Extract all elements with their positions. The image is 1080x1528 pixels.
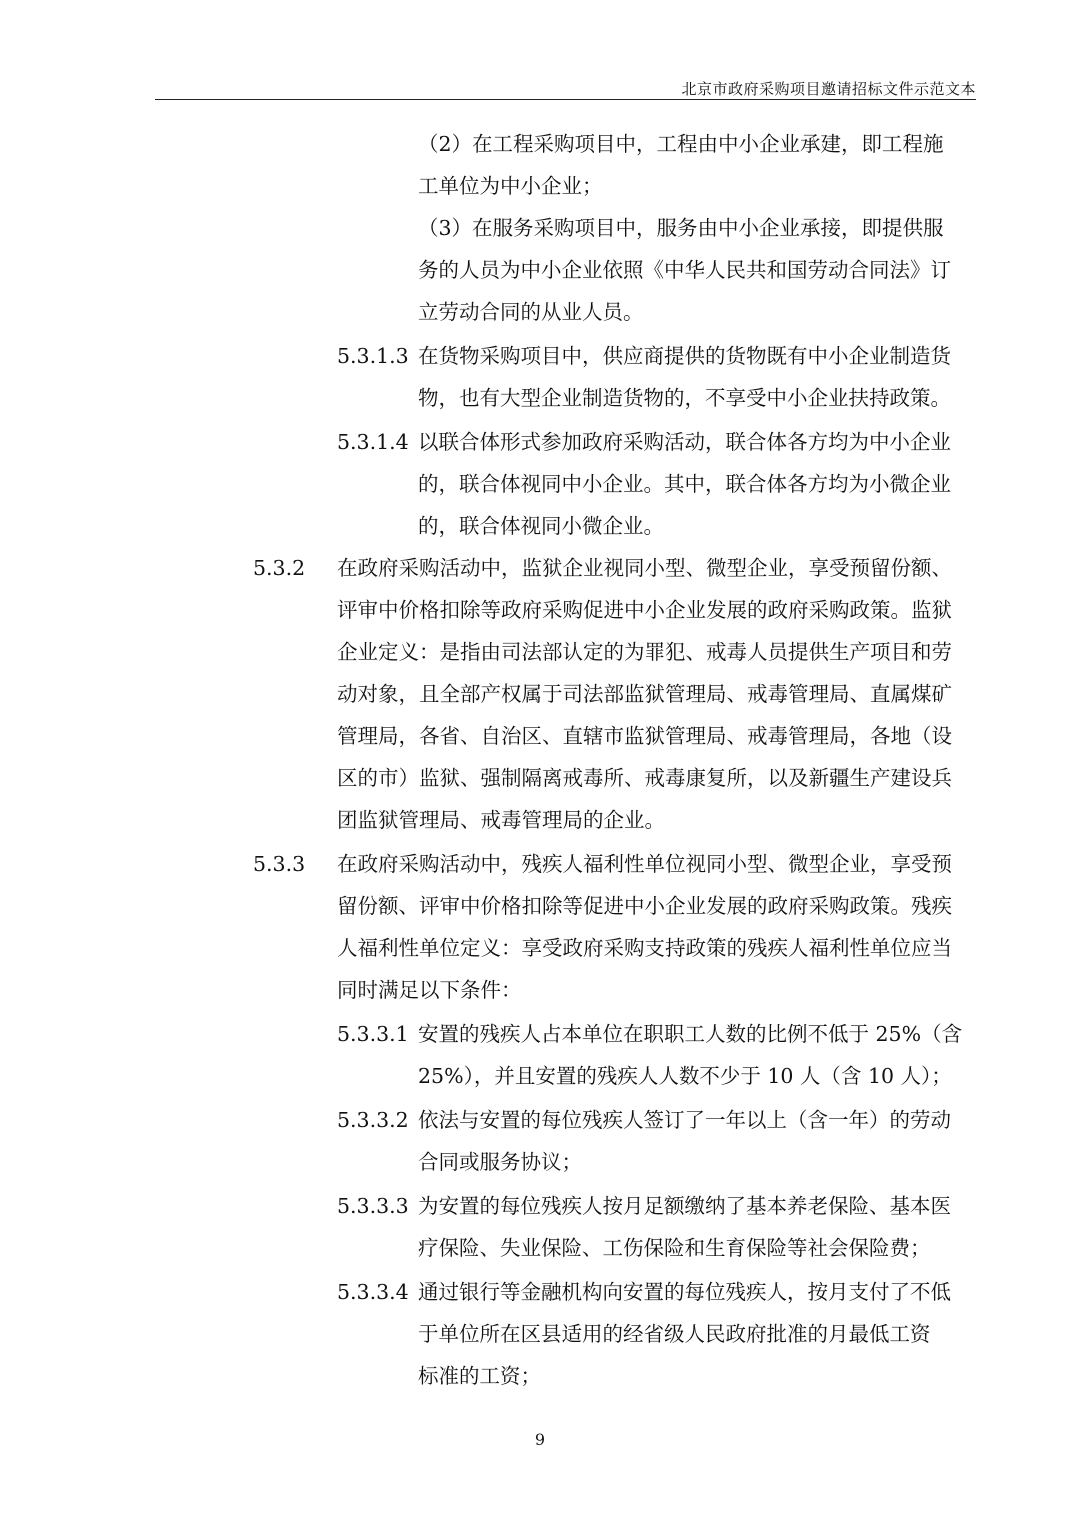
clause-number: 5.3.1.3 xyxy=(337,344,409,368)
header-rule xyxy=(155,99,976,100)
paragraph-line: 为安置的每位残疾人按月足额缴纳了基本养老保险、基本医 xyxy=(418,1194,951,1218)
clause-number: 5.3.3.4 xyxy=(337,1280,409,1304)
paragraph-line: 动对象，且全部产权属于司法部监狱管理局、戒毒管理局、直属煤矿 xyxy=(337,682,952,706)
paragraph-line: 团监狱管理局、戒毒管理局的企业。 xyxy=(337,808,665,832)
clause-number: 5.3.3.2 xyxy=(337,1108,409,1132)
paragraph-line: 务的人员为中小企业依照《中华人民共和国劳动合同法》订 xyxy=(418,258,951,282)
clause-number: 5.3.1.4 xyxy=(337,430,409,454)
paragraph-line: 的，联合体视同小微企业。 xyxy=(418,514,664,538)
paragraph-line: 评审中价格扣除等政府采购促进中小企业发展的政府采购政策。监狱 xyxy=(337,598,952,622)
paragraph-line: 25%），并且安置的残疾人人数不少于 10 人（含 10 人）； xyxy=(418,1064,952,1088)
paragraph-line: 立劳动合同的从业人员。 xyxy=(418,300,644,324)
clause-number: 5.3.3.3 xyxy=(337,1194,409,1218)
paragraph-line: 标准的工资； xyxy=(418,1364,541,1388)
paragraph-line: 在货物采购项目中，供应商提供的货物既有中小企业制造货 xyxy=(418,344,951,368)
paragraph-line: 安置的残疾人占本单位在职职工人数的比例不低于 25%（含 xyxy=(418,1022,963,1046)
paragraph-line: 留份额、评审中价格扣除等促进中小企业发展的政府采购政策。残疾 xyxy=(337,894,952,918)
paragraph-line: 同时满足以下条件： xyxy=(337,978,522,1002)
clause-number: 5.3.2 xyxy=(253,556,306,580)
paragraph-line: 以联合体形式参加政府采购活动，联合体各方均为中小企业 xyxy=(418,430,951,454)
paragraph-line: 区的市）监狱、强制隔离戒毒所、戒毒康复所，以及新疆生产建设兵 xyxy=(337,766,952,790)
paragraph-line: 企业定义：是指由司法部认定的为罪犯、戒毒人员提供生产项目和劳 xyxy=(337,640,952,664)
paragraph-line: 在政府采购活动中，监狱企业视同小型、微型企业，享受预留份额、 xyxy=(337,556,952,580)
paragraph-line: 疗保险、失业保险、工伤保险和生育保险等社会保险费； xyxy=(418,1236,931,1260)
paragraph-line: 在政府采购活动中，残疾人福利性单位视同小型、微型企业，享受预 xyxy=(337,852,952,876)
paragraph-line: （2）在工程采购项目中，工程由中小企业承建，即工程施 xyxy=(418,132,944,156)
paragraph-line: 工单位为中小企业； xyxy=(418,174,603,198)
paragraph-line: （3）在服务采购项目中，服务由中小企业承接，即提供服 xyxy=(418,216,944,240)
clause-number: 5.3.3.1 xyxy=(337,1022,409,1046)
header-title: 北京市政府采购项目邀请招标文件示范文本 xyxy=(681,80,976,98)
clause-number: 5.3.3 xyxy=(253,852,306,876)
paragraph-line: 通过银行等金融机构向安置的每位残疾人，按月支付了不低 xyxy=(418,1280,951,1304)
paragraph-line: 合同或服务协议； xyxy=(418,1150,582,1174)
paragraph-line: 的，联合体视同中小企业。其中，联合体各方均为小微企业 xyxy=(418,472,951,496)
paragraph-line: 物，也有大型企业制造货物的，不享受中小企业扶持政策。 xyxy=(418,386,951,410)
paragraph-line: 管理局，各省、自治区、直辖市监狱管理局、戒毒管理局，各地（设 xyxy=(337,724,952,748)
page-number: 9 xyxy=(534,1430,546,1449)
paragraph-line: 依法与安置的每位残疾人签订了一年以上（含一年）的劳动 xyxy=(418,1108,951,1132)
paragraph-line: 于单位所在区县适用的经省级人民政府批准的月最低工资 xyxy=(418,1322,931,1346)
paragraph-line: 人福利性单位定义：享受政府采购支持政策的残疾人福利性单位应当 xyxy=(337,936,952,960)
